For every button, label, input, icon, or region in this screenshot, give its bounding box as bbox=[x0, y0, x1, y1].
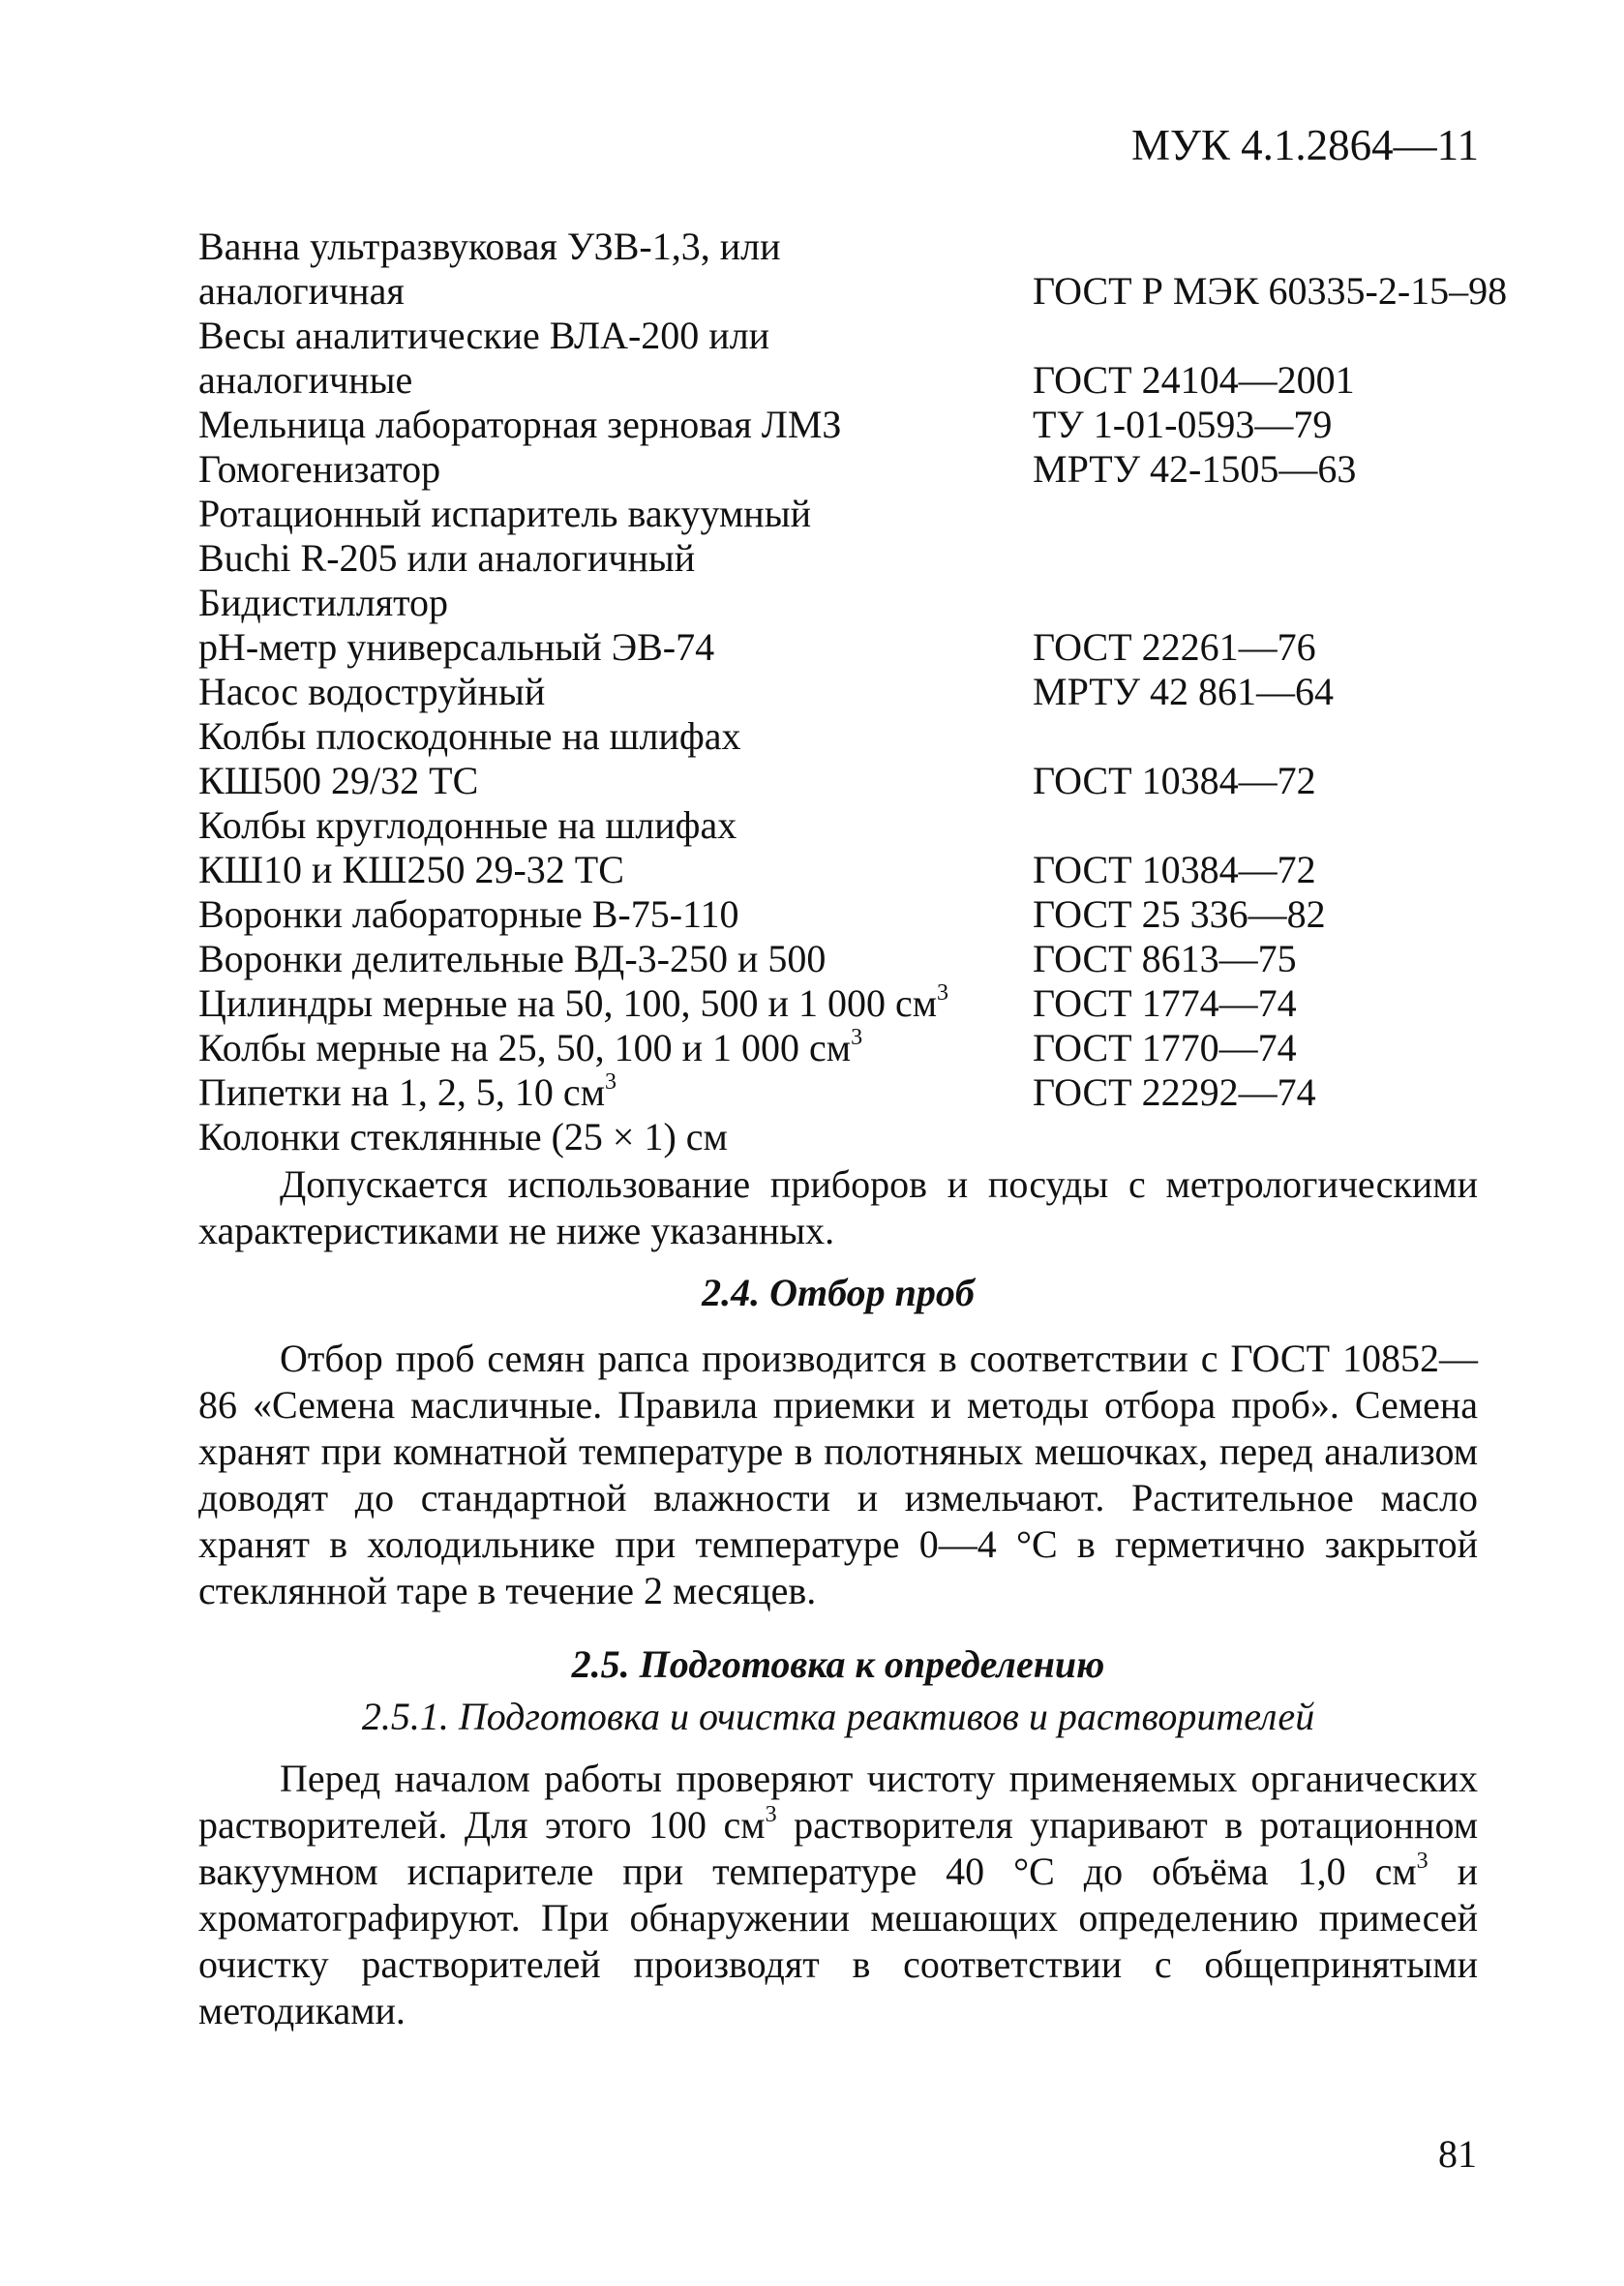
equipment-name bbox=[198, 981, 1033, 1026]
equipment-row bbox=[198, 358, 1553, 403]
equipment-name bbox=[198, 848, 1033, 892]
superscript: 3 bbox=[765, 1802, 777, 1827]
equipment-row bbox=[198, 803, 1553, 848]
equipment-name bbox=[198, 937, 1033, 981]
equipment-name bbox=[198, 358, 1033, 403]
equipment-name-text: Колонки стеклянные (25 × 1) см bbox=[198, 1115, 728, 1158]
equipment-list bbox=[198, 225, 1553, 1159]
equipment-standard: ГОСТ 24104—2001 bbox=[1033, 358, 1355, 402]
equipment-standard: МРТУ 42 861—64 bbox=[1033, 670, 1335, 713]
superscript: 3 bbox=[605, 1069, 617, 1095]
equipment-name-text: аналогичная bbox=[198, 269, 405, 313]
equipment-name bbox=[198, 670, 1033, 714]
equipment-name bbox=[198, 625, 1033, 670]
equipment-standard: ГОСТ 22292—74 bbox=[1033, 1070, 1316, 1114]
equipment-name-text: Ротационный испаритель вакуумный bbox=[198, 492, 811, 535]
equipment-name bbox=[198, 314, 1033, 358]
equipment-row bbox=[198, 492, 1553, 536]
superscript: 3 bbox=[851, 1025, 863, 1050]
equipment-row bbox=[198, 536, 1553, 581]
equipment-name-text: Воронки лабораторные В-75-110 bbox=[198, 892, 739, 936]
equipment-row bbox=[198, 1070, 1553, 1115]
equipment-row bbox=[198, 937, 1553, 981]
equipment-standard: ГОСТ 22261—76 bbox=[1033, 625, 1316, 669]
equipment-name-text: Колбы мерные на 25, 50, 100 и 1 000 см bbox=[198, 1026, 852, 1069]
equipment-standard: ГОСТ 25 336—82 bbox=[1033, 892, 1326, 936]
equipment-name bbox=[198, 1070, 1033, 1115]
equipment-standard: ГОСТ 1774—74 bbox=[1033, 981, 1297, 1025]
section-heading-2-4: 2.4. Отбор проб bbox=[702, 1271, 975, 1314]
paragraph-part: и хроматографируют. При обнаружении мешающих определению примесей очистку растворителей производят в соответствии с общепринятыми методиками. bbox=[198, 1850, 1479, 2032]
section-2-4-paragraph: Отбор проб семян рапса производится в соответствии с ГОСТ 10852—86 «Семена масличные. Правила приемки и методы отбора проб». Семена хранят при комнатной температуре в полотняных мешочках, перед анализом доводят до стандартной влажности и измельчают. Растительное масло хранят в холодильнике при температуре 0—4 °С в герметично закрытой стеклянной таре в течение 2 месяцев. bbox=[198, 1337, 1478, 1612]
equipment-standard: ГОСТ 10384—72 bbox=[1033, 759, 1316, 802]
equipment-name-text: Цилиндры мерные на 50, 100, 500 и 1 000 см bbox=[198, 981, 938, 1025]
equipment-name bbox=[198, 536, 1033, 581]
document-code: МУК 4.1.2864—11 bbox=[1131, 121, 1479, 169]
equipment-row bbox=[198, 848, 1553, 892]
equipment-standard: МРТУ 42-1505—63 bbox=[1033, 447, 1357, 491]
equipment-row bbox=[198, 581, 1553, 625]
equipment-name bbox=[198, 803, 1033, 848]
equipment-standard: ГОСТ 1770—74 bbox=[1033, 1026, 1297, 1069]
equipment-row bbox=[198, 1026, 1553, 1070]
equipment-standard: ГОСТ Р МЭК 60335-2-15–98 bbox=[1033, 269, 1508, 313]
equipment-name-text: Пипетки на 1, 2, 5, 10 см bbox=[198, 1070, 605, 1114]
equipment-name bbox=[198, 714, 1033, 759]
equipment-name bbox=[198, 759, 1033, 803]
equipment-name bbox=[198, 1115, 1033, 1159]
paragraph-part: растворителя упаривают в ротационном вакуумном испарителе при температуре 40 °С до объёма 1,0 см bbox=[198, 1803, 1479, 1893]
equipment-row bbox=[198, 892, 1553, 937]
superscript: 3 bbox=[937, 980, 949, 1006]
equipment-name-text: Ванна ультразвуковая УЗВ-1,3, или bbox=[198, 225, 781, 268]
equipment-name bbox=[198, 225, 1033, 269]
section-2-5-1-paragraph bbox=[198, 1756, 1478, 2034]
superscript: 3 bbox=[1416, 1849, 1429, 1874]
equipment-name-text: Гомогенизатор bbox=[198, 447, 441, 491]
equipment-row bbox=[198, 981, 1553, 1026]
equipment-name-text: Колбы плоскодонные на шлифах bbox=[198, 714, 741, 758]
equipment-name bbox=[198, 1026, 1033, 1070]
equipment-name-text: Воронки делительные ВД-3-250 и 500 bbox=[198, 937, 827, 980]
equipment-name-text: Насос водоструйный bbox=[198, 670, 546, 713]
equipment-name-text: Buchi R-205 или аналогичный bbox=[198, 536, 696, 580]
equipment-row bbox=[198, 269, 1553, 314]
page-number: 81 bbox=[1438, 2132, 1477, 2176]
equipment-note: Допускается использование приборов и посуды с метрологическими характеристиками не ниже указанных. bbox=[198, 1162, 1478, 1252]
equipment-standard: ТУ 1-01-0593—79 bbox=[1033, 403, 1333, 446]
equipment-standard: ГОСТ 8613—75 bbox=[1033, 937, 1297, 980]
equipment-name-text: Бидистиллятор bbox=[198, 581, 449, 624]
equipment-name-text: Мельница лабораторная зерновая ЛМЗ bbox=[198, 403, 842, 446]
equipment-name-text: аналогичные bbox=[198, 358, 413, 402]
equipment-row bbox=[198, 625, 1553, 670]
equipment-name-text: Колбы круглодонные на шлифах bbox=[198, 803, 737, 847]
equipment-name-text: рН-метр универсальный ЭВ-74 bbox=[198, 625, 715, 669]
equipment-name bbox=[198, 581, 1033, 625]
equipment-name bbox=[198, 403, 1033, 447]
section-heading-2-5: 2.5. Подготовка к определению bbox=[571, 1642, 1105, 1686]
equipment-row bbox=[198, 759, 1553, 803]
equipment-row bbox=[198, 447, 1553, 492]
equipment-row bbox=[198, 670, 1553, 714]
equipment-row bbox=[198, 314, 1553, 358]
equipment-name bbox=[198, 269, 1033, 314]
subsection-heading-2-5-1: 2.5.1. Подготовка и очистка реактивов и растворителей bbox=[361, 1695, 1315, 1738]
equipment-name bbox=[198, 492, 1033, 536]
equipment-name-text: КШ500 29/32 ТС bbox=[198, 759, 479, 802]
equipment-name bbox=[198, 892, 1033, 937]
equipment-name-text: Весы аналитические ВЛА-200 или bbox=[198, 314, 770, 357]
equipment-name-text: КШ10 и КШ250 29-32 ТС bbox=[198, 848, 624, 891]
equipment-row bbox=[198, 714, 1553, 759]
equipment-row bbox=[198, 1115, 1553, 1159]
equipment-name bbox=[198, 447, 1033, 492]
main-text bbox=[198, 1161, 1478, 2034]
paragraph-part: Перед началом работы проверяют чистоту применяемых органических растворителей. Для этого 100 см bbox=[198, 1757, 1478, 1847]
equipment-row bbox=[198, 225, 1553, 269]
equipment-standard: ГОСТ 10384—72 bbox=[1033, 848, 1316, 891]
equipment-row bbox=[198, 403, 1553, 447]
